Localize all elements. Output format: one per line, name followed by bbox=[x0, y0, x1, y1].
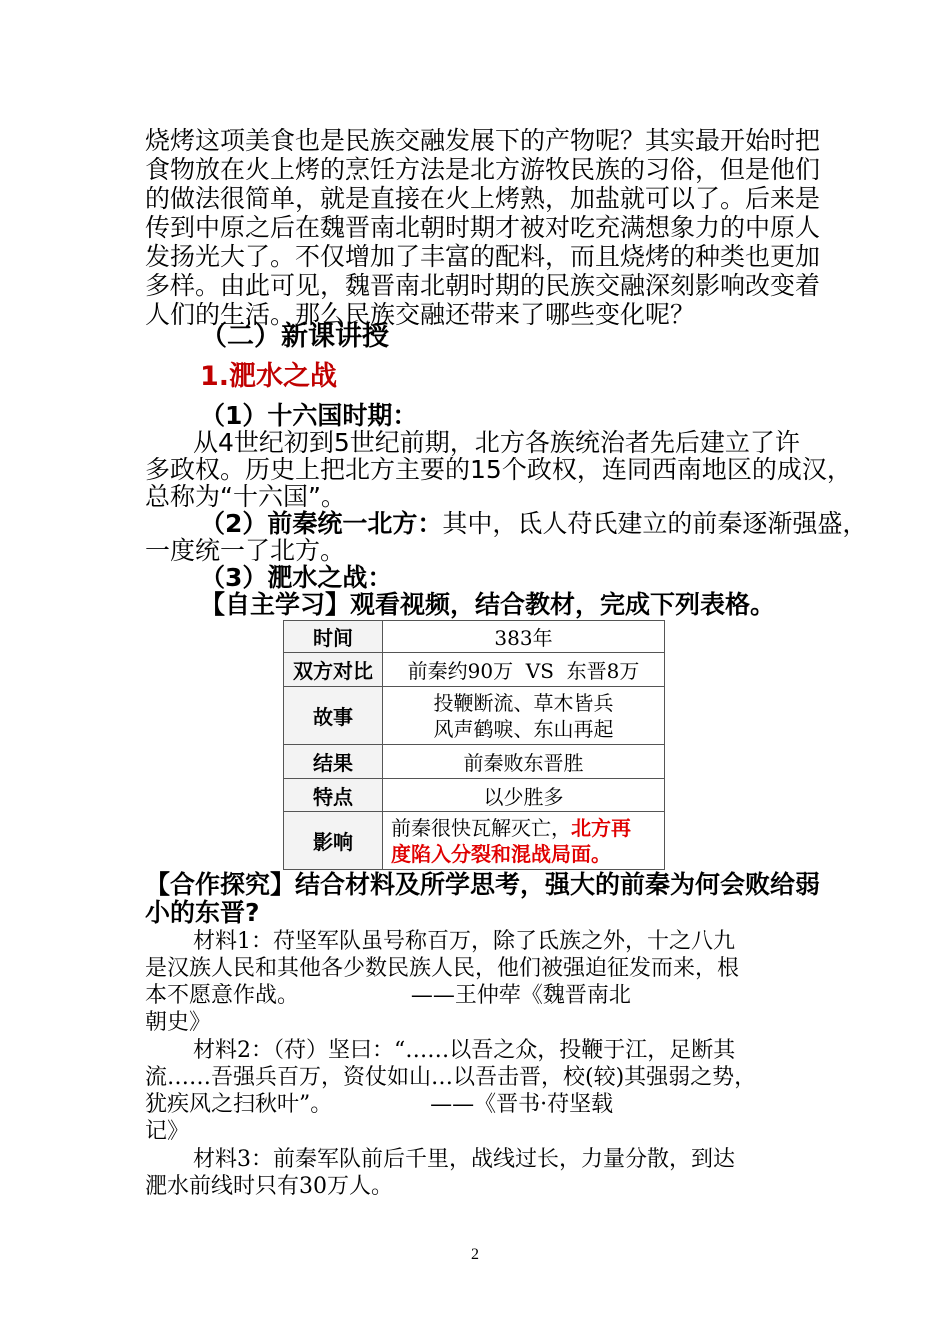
cooperation-text: 结合材料及所学思考，强大的前秦为何会败给弱 bbox=[295, 870, 821, 899]
table-row bbox=[284, 812, 665, 870]
impact-highlight-line: 度陷入分裂和混战局面。 bbox=[391, 841, 611, 866]
former-qin-line-2: 一度统一了北方。 bbox=[145, 536, 346, 565]
table-key-cell: 影响 bbox=[284, 812, 383, 870]
page-number: 2 bbox=[471, 1246, 479, 1263]
table-key-cell: 结果 bbox=[284, 745, 383, 779]
sixteen-kingdoms-line: 从4世纪初到5世纪前期，北方各族统治者先后建立了许 bbox=[193, 428, 800, 457]
intro-line: 烧烤这项美食也是民族交融发展下的产物呢？其实最开始时把 bbox=[145, 126, 821, 155]
impact-text: 前秦很快瓦解灭亡， bbox=[391, 815, 571, 840]
table-key-cell: 时间 bbox=[284, 621, 383, 653]
table-value-cell: 前秦约90万 VS 东晋8万 bbox=[383, 653, 665, 687]
impact-line bbox=[391, 815, 664, 841]
table-key-cell: 特点 bbox=[284, 779, 383, 812]
material-line: 流……吾强兵百万，资仗如山…以吾击晋，校(较)其强弱之势， bbox=[145, 1065, 757, 1090]
table-row bbox=[284, 745, 665, 779]
material-line: 材料2：（苻）坚曰：“……以吾之众，投鞭于江，足断其 bbox=[193, 1038, 736, 1063]
former-qin-text: 其中，氐人苻氏建立的前秦逐渐强盛， bbox=[442, 509, 868, 538]
table-key-cell: 故事 bbox=[284, 687, 383, 745]
table-row bbox=[284, 621, 665, 653]
intro-line: 人们的生活。那么民族交融还带来了哪些变化呢？ bbox=[145, 300, 696, 329]
intro-line: 多样。由此可见，魏晋南北朝时期的民族交融深刻影响改变着 bbox=[145, 271, 821, 300]
sixteen-kingdoms-heading: （1）十六国时期： bbox=[200, 401, 418, 430]
cooperation-question-line-2: 小的东晋? bbox=[145, 898, 260, 927]
material-line: 是汉族人民和其他各少数民族人民，他们被强迫征发而来，根 bbox=[145, 956, 740, 981]
self-study-label: 【自主学习】 bbox=[200, 590, 351, 619]
story-line: 投鞭断流、草木皆兵 bbox=[433, 690, 614, 715]
table-value-cell: 383年 bbox=[383, 621, 665, 653]
material-line: 本不愿意作战。 ——王仲荦《魏晋南北 bbox=[145, 983, 631, 1008]
sixteen-kingdoms-line: 多政权。历史上把北方主要的15个政权，连同西南地区的成汉， bbox=[145, 455, 852, 484]
material-line: 材料1：苻坚军队虽号称百万，除了氐族之外，十之八九 bbox=[193, 929, 735, 954]
impact-highlight: 北方再 bbox=[571, 815, 631, 840]
material-line: 犹疾风之扫秋叶”。 ——《晋书·苻坚载 bbox=[145, 1092, 614, 1117]
cooperation-label: 【合作探究】 bbox=[145, 870, 296, 899]
battle-summary-table bbox=[283, 620, 665, 870]
former-qin-line bbox=[200, 509, 867, 539]
material-line: 材料3：前秦军队前后千里，战线过长，力量分散，到达 bbox=[193, 1147, 735, 1172]
table-key-cell: 双方对比 bbox=[284, 653, 383, 687]
material-line: 淝水前线时只有30万人。 bbox=[145, 1174, 393, 1199]
battle-heading: （3）淝水之战： bbox=[200, 563, 393, 592]
intro-line: 食物放在火上烤的烹饪方法是北方游牧民族的习俗，但是他们 bbox=[145, 155, 821, 184]
intro-line: 的做法很简单，就是直接在火上烤熟，加盐就可以了。后来是 bbox=[145, 184, 821, 213]
table-row bbox=[284, 687, 665, 745]
table-row bbox=[284, 779, 665, 812]
former-qin-heading: （2）前秦统一北方： bbox=[200, 509, 443, 538]
self-study-text: 观看视频，结合教材，完成下列表格。 bbox=[350, 590, 776, 619]
subsection-title: 1.淝水之战 bbox=[200, 361, 338, 392]
material-line: 朝史》 bbox=[145, 1010, 212, 1035]
table-row bbox=[284, 653, 665, 687]
table-value-cell: 以少胜多 bbox=[383, 779, 665, 812]
table-value-cell: 前秦败东晋胜 bbox=[383, 745, 665, 779]
table-value-cell bbox=[383, 812, 665, 870]
cooperation-question bbox=[145, 870, 820, 900]
self-study-task bbox=[200, 590, 775, 620]
intro-line: 发扬光大了。不仅增加了丰富的配料，而且烧烤的种类也更加 bbox=[145, 242, 821, 271]
section-title: （二）新课讲授 bbox=[200, 321, 389, 352]
material-line: 记》 bbox=[145, 1119, 190, 1144]
story-line: 风声鹤唳、东山再起 bbox=[433, 716, 614, 741]
table-value-cell bbox=[383, 687, 665, 745]
sixteen-kingdoms-line: 总称为“十六国”。 bbox=[145, 482, 346, 511]
intro-line: 传到中原之后在魏晋南北朝时期才被对吃充满想象力的中原人 bbox=[145, 213, 821, 242]
